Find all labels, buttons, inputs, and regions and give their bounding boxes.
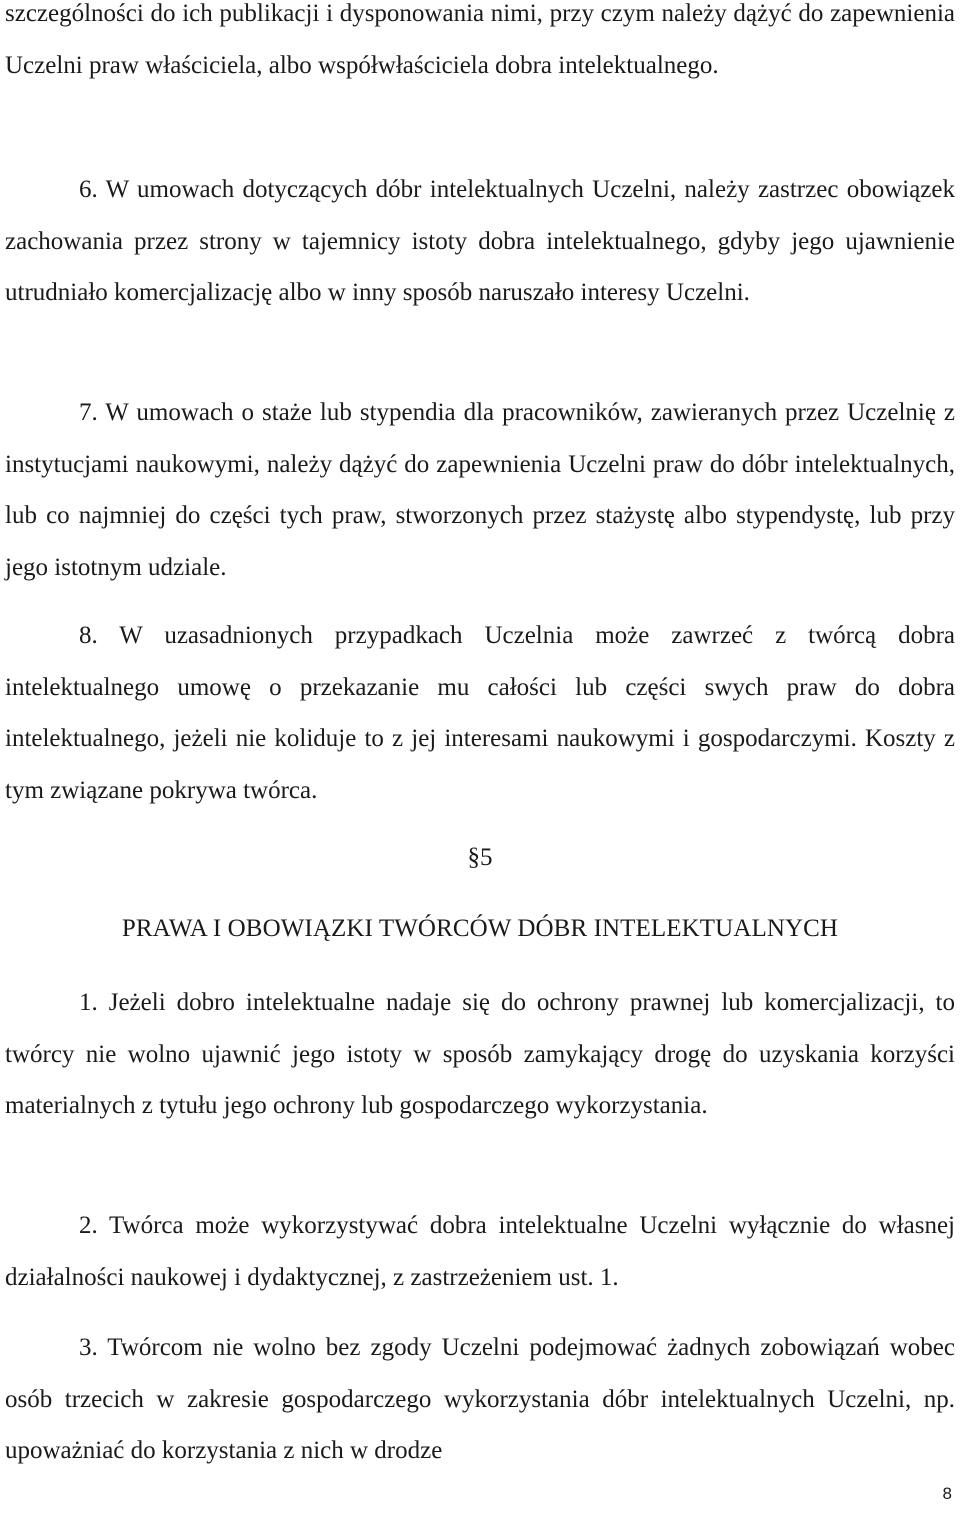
paragraph-6: 6. W umowach dotyczących dóbr intelektualnych Uczelni, należy zastrzec obowiązek zachowania przez strony w tajemnicy istoty dobra intelektualnego, gdyby jego ujawnienie utrudniało komercjalizację albo w inny sposób naruszało interesy Uczelni.	[5, 176, 955, 307]
section-paragraph-1: 1. Jeżeli dobro intelektualne nadaje się do ochrony prawnej lub komercjalizacji, to twórcy nie wolno ujawnić jego istoty w sposób zamykający drogę do uzyskania korzyści materialnych z tytułu jego ochrony lub gospodarczego wykorzystania.	[5, 989, 955, 1120]
page-number: 8	[942, 1484, 952, 1503]
section-title: PRAWA I OBOWIĄZKI TWÓRCÓW DÓBR INTELEKTUALNYCH	[121, 915, 839, 942]
section-paragraph-3: 3. Twórcom nie wolno bez zgody Uczelni podejmować żadnych zobowiązań wobec osób trzecich w zakresie gospodarczego wykorzystania dóbr intelektualnych Uczelni, np. upoważniać do korzystania z nich w drodze	[5, 1334, 955, 1465]
paragraph-8: 8. W uzasadnionych przypadkach Uczelnia może zawrzeć z twórcą dobra intelektualnego umowę o przekazanie mu całości lub części swych praw do dobra intelektualnego, jeżeli nie koliduje to z jej interesami naukowymi i gospodarczymi. Koszty z tym związane pokrywa twórca.	[5, 622, 955, 804]
section-number: §5	[467, 844, 493, 871]
section-paragraph-2: 2. Twórca może wykorzystywać dobra intelektualne Uczelni wyłącznie do własnej działalności naukowej i dydaktycznej, z zastrzeżeniem ust. 1.	[5, 1212, 955, 1291]
paragraph-intro: szczególności do ich publikacji i dysponowania nimi, przy czym należy dążyć do zapewnienia Uczelni praw właściciela, albo współwłaściciela dobra intelektualnego.	[5, 0, 955, 79]
paragraph-7: 7. W umowach o staże lub stypendia dla pracowników, zawieranych przez Uczelnię z instytucjami naukowymi, należy dążyć do zapewnienia Uczelni praw do dóbr intelektualnych, lub co najmniej do części tych praw, stworzonych przez stażystę albo stypendystę, lub przy jego istotnym udziale.	[5, 399, 955, 581]
